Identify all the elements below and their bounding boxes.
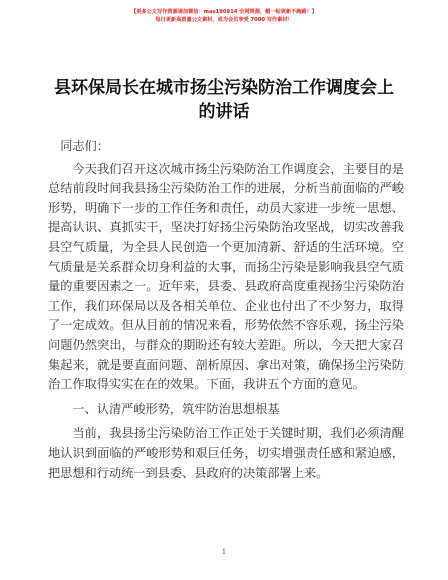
- paragraph-section-1: 当前，我县扬尘污染防治工作正处于关键时期，我们必须清醒地认识到面临的严峻形势和艰巨任务，切实增强责任感和紧迫感，把思想和行动统一到县委、县政府的决策部署上来。: [48, 426, 404, 480]
- paragraph-intro: 今天我们召开这次城市扬尘污染防治工作调度会，主要目的是总结前段时间我县扬尘污染防治工作的进展，分析当前面临的严峻形势，明确下一步的工作任务和责任，动员大家进一步统一思想、提高认识、真抓实干，坚决打好扬尘污染防治攻坚战，切实改善我县空气质量，为全县人民创造一个更加清新、舒适的生活环境。空气质量是关系群众切身利益的大事，而扬尘污染是影响我县空气质量的重要因素之一。近年来，县委、县政府高度重视扬尘污染防治工作，我们环保局以及各相关单位、企业也付出了不少努力，取得了一定成效。但从目前的情况来看，形势依然不容乐观，扬尘污染问题仍然突出，与群众的期盼还有较大差距。所以，今天把大家召集起来，就是要直面问题、剖析原因、拿出对策，确保扬尘污染防治工作取得实实在在的效果。下面，我讲五个方面的意见。: [48, 161, 404, 392]
- promo-banner-line-2: 每日更新高质量公文素材，成为会员享受 7000 写作素材！: [155, 17, 293, 23]
- page-number: 1: [221, 548, 227, 556]
- section-heading-1: 一、认清严峻形势，筑牢防治思想根基: [72, 401, 280, 416]
- salutation: 同志们：: [60, 139, 109, 153]
- document-title: 县环保局长在城市扬尘污染防治工作调度会上的讲话: [54, 78, 394, 122]
- document-body: [48, 137, 404, 483]
- promo-banner-line-1: 【更多公文写作资源请加微信：mas180914 全网资源，帽一帖更新不跑路！】: [131, 9, 317, 15]
- promo-banner: [0, 8, 448, 24]
